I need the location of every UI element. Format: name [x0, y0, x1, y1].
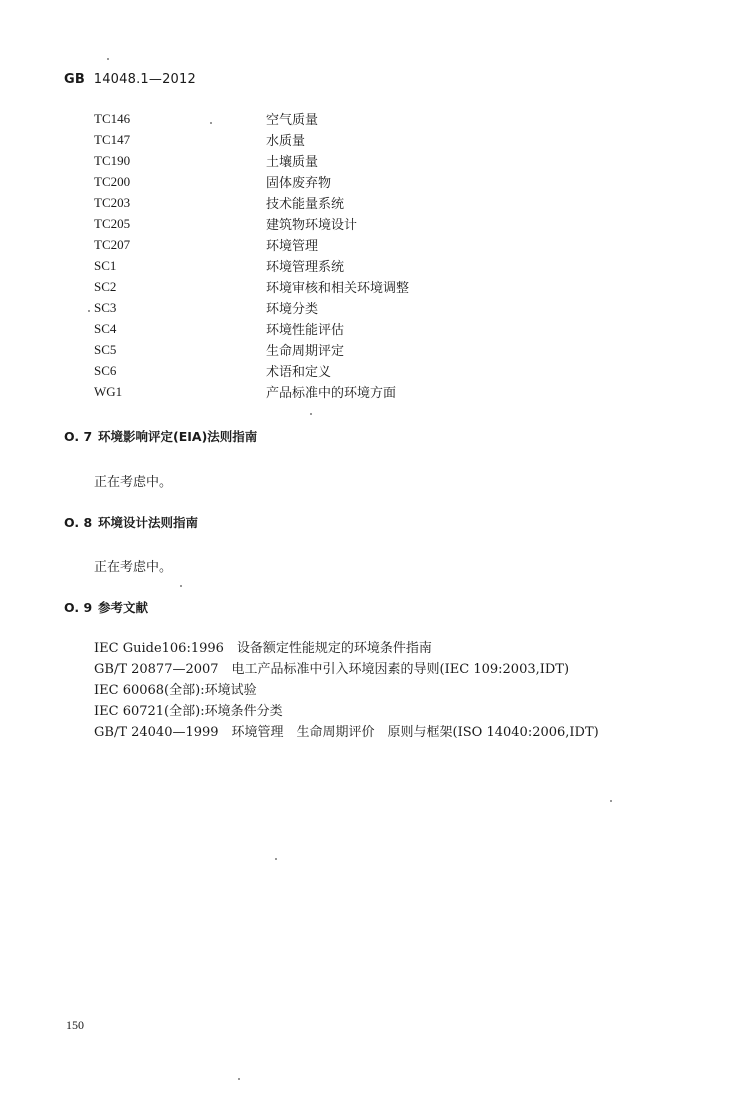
section-number: O. 8 — [64, 515, 93, 530]
committee-list — [94, 108, 594, 402]
standard-header — [64, 72, 196, 87]
committee-name: 环境性能评估 — [266, 323, 345, 338]
section-heading-o7 — [64, 427, 257, 445]
section-heading-o9 — [64, 598, 148, 616]
scan-speck — [610, 800, 612, 802]
scan-speck — [275, 858, 277, 860]
committee-code: TC147 — [94, 131, 131, 147]
committee-code: TC146 — [94, 110, 131, 126]
reference-list — [94, 636, 694, 741]
list-item — [94, 360, 594, 381]
list-item — [94, 192, 594, 213]
committee-name: 环境分类 — [266, 302, 319, 317]
list-item — [94, 171, 594, 192]
section-body-o7: 正在考虑中。 — [94, 475, 173, 490]
committee-code: SC3 — [94, 299, 117, 315]
reference-item: IEC Guide106:1996 设备额定性能规定的环境条件指南 — [94, 641, 432, 656]
section-title: 环境影响评定(EIA)法则指南 — [98, 429, 258, 444]
committee-code: TC200 — [94, 173, 131, 189]
reference-item: IEC 60068(全部):环境试验 — [94, 683, 257, 698]
list-item — [94, 339, 594, 360]
committee-name: 水质量 — [266, 134, 306, 149]
committee-name: 生命周期评定 — [266, 344, 345, 359]
committee-name: 产品标准中的环境方面 — [266, 386, 397, 401]
committee-code: SC4 — [94, 320, 117, 336]
section-title: 环境设计法则指南 — [98, 515, 199, 530]
list-item — [94, 276, 594, 297]
list-item — [94, 381, 594, 402]
list-item — [94, 318, 594, 339]
section-number: O. 7 — [64, 429, 93, 444]
standard-number: 14048.1—2012 — [93, 72, 196, 87]
committee-code: SC2 — [94, 278, 117, 294]
reference-item: GB/T 24040—1999 环境管理 生命周期评价 原则与框架(ISO 14040:2006,IDT) — [94, 725, 599, 740]
committee-name: 环境审核和相关环境调整 — [266, 281, 410, 296]
committee-code: SC5 — [94, 341, 117, 357]
committee-name: 技术能量系统 — [266, 197, 345, 212]
committee-code: WG1 — [94, 383, 123, 399]
list-item — [94, 234, 594, 255]
committee-code: TC190 — [94, 152, 131, 168]
list-item — [94, 150, 594, 171]
committee-name: 环境管理 — [266, 239, 319, 254]
scan-speck — [210, 122, 212, 124]
list-item — [94, 213, 594, 234]
list-item — [94, 108, 594, 129]
committee-code: TC207 — [94, 236, 131, 252]
scan-speck — [310, 413, 312, 415]
section-title: 参考文献 — [98, 600, 149, 615]
reference-item: GB/T 20877—2007 电工产品标准中引入环境因素的导则(IEC 109:2003,IDT) — [94, 662, 570, 677]
list-item — [94, 129, 594, 150]
list-item — [94, 297, 594, 318]
section-body-o8: 正在考虑中。 — [94, 560, 173, 575]
committee-code: SC6 — [94, 362, 117, 378]
scan-speck — [107, 58, 109, 60]
scan-speck — [180, 585, 182, 587]
committee-name: 建筑物环境设计 — [266, 218, 358, 233]
list-item — [94, 255, 594, 276]
committee-code: SC1 — [94, 257, 117, 273]
reference-item: IEC 60721(全部):环境条件分类 — [94, 704, 283, 719]
committee-code: TC205 — [94, 215, 131, 231]
committee-name: 土壤质量 — [266, 155, 319, 170]
committee-code: TC203 — [94, 194, 131, 210]
page-number: 150 — [66, 1018, 84, 1032]
scan-speck — [238, 1078, 240, 1080]
committee-name: 术语和定义 — [266, 365, 332, 380]
committee-name: 固体废弃物 — [266, 176, 332, 191]
standard-prefix: GB — [64, 72, 85, 87]
committee-name: 环境管理系统 — [266, 260, 345, 275]
section-number: O. 9 — [64, 600, 93, 615]
section-heading-o8 — [64, 513, 198, 531]
scan-speck — [88, 310, 90, 312]
committee-name: 空气质量 — [266, 113, 319, 128]
